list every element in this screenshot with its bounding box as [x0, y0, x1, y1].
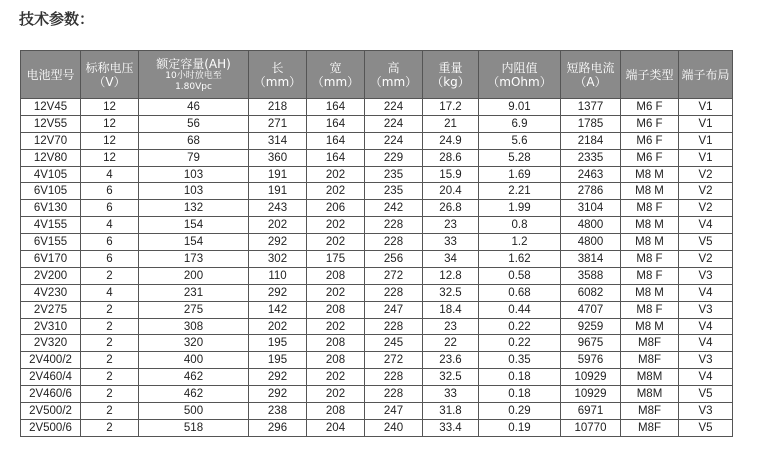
table-cell: 4800 [561, 217, 621, 234]
table-cell: 164 [307, 115, 365, 132]
table-cell: 6V105 [21, 183, 81, 200]
table-body [21, 99, 733, 437]
table-cell: 204 [307, 419, 365, 436]
table-cell: 231 [139, 284, 249, 301]
table-cell: 202 [307, 234, 365, 251]
table-cell: 202 [307, 183, 365, 200]
table-cell: 0.22 [479, 335, 561, 352]
table-cell: 202 [307, 217, 365, 234]
table-cell: 0.19 [479, 419, 561, 436]
table-cell: 3588 [561, 267, 621, 284]
table-row [21, 200, 733, 217]
table-cell: 208 [307, 267, 365, 284]
table-cell: M8 M [621, 284, 679, 301]
column-header-title: 高 [387, 60, 400, 75]
table-cell: 308 [139, 318, 249, 335]
table-cell: 245 [365, 335, 423, 352]
table-cell: 18.4 [423, 301, 479, 318]
table-cell: 0.8 [479, 217, 561, 234]
table-cell: 206 [307, 200, 365, 217]
table-row [21, 183, 733, 200]
table-cell: V4 [679, 284, 733, 301]
table-cell: 208 [307, 403, 365, 420]
table-cell: 24.9 [423, 132, 479, 149]
table-row [21, 335, 733, 352]
table-cell: 272 [365, 352, 423, 369]
table-row [21, 132, 733, 149]
table-row [21, 419, 733, 436]
table-cell: 2 [81, 318, 139, 335]
table-cell: 12V80 [21, 149, 81, 166]
table-cell: 2184 [561, 132, 621, 149]
table-row [21, 115, 733, 132]
table-cell: V2 [679, 200, 733, 217]
table-row [21, 352, 733, 369]
table-cell: 26.8 [423, 200, 479, 217]
column-header-note: 1.80Vpc [175, 81, 212, 92]
table-cell: 32.5 [423, 284, 479, 301]
table-cell: 202 [307, 318, 365, 335]
table-cell: M8 M [621, 183, 679, 200]
table-cell: M8 M [621, 217, 679, 234]
column-header-title: 宽 [329, 60, 342, 75]
column-header-unit: （mm） [311, 74, 360, 89]
table-cell: V4 [679, 318, 733, 335]
table-cell: 6 [81, 251, 139, 268]
table-cell: 103 [139, 183, 249, 200]
table-cell: 2 [81, 301, 139, 318]
table-cell: 6.9 [479, 115, 561, 132]
table-cell: 23.6 [423, 352, 479, 369]
table-cell: 4V105 [21, 166, 81, 183]
table-cell: 5.6 [479, 132, 561, 149]
table-row [21, 284, 733, 301]
table-cell: 0.58 [479, 267, 561, 284]
table-cell: 110 [249, 267, 307, 284]
table-cell: 2V400/2 [21, 352, 81, 369]
table-cell: 229 [365, 149, 423, 166]
table-cell: M6 F [621, 132, 679, 149]
table-cell: 6 [81, 200, 139, 217]
column-header [81, 51, 139, 99]
table-cell: M8 M [621, 234, 679, 251]
table-row [21, 234, 733, 251]
column-header-title: 重量 [438, 60, 463, 75]
table-cell: 164 [307, 99, 365, 116]
table-cell: 12 [81, 115, 139, 132]
table-cell: M8F [621, 335, 679, 352]
column-header-title: 标称电压 [85, 60, 134, 75]
table-cell: 228 [365, 318, 423, 335]
table-cell: 2 [81, 419, 139, 436]
table-cell: 132 [139, 200, 249, 217]
column-header [21, 51, 81, 99]
table-cell: 79 [139, 149, 249, 166]
table-cell: V4 [679, 217, 733, 234]
table-cell: 202 [307, 386, 365, 403]
table-cell: 271 [249, 115, 307, 132]
table-cell: 175 [307, 251, 365, 268]
table-cell: V5 [679, 234, 733, 251]
table-cell: 228 [365, 369, 423, 386]
table-cell: 195 [249, 352, 307, 369]
table-cell: 2V500/2 [21, 403, 81, 420]
table-cell: 292 [249, 284, 307, 301]
table-cell: 235 [365, 183, 423, 200]
table-cell: 22 [423, 335, 479, 352]
table-cell: 3814 [561, 251, 621, 268]
table-cell: 6V155 [21, 234, 81, 251]
table-cell: 275 [139, 301, 249, 318]
table-cell: 0.35 [479, 352, 561, 369]
table-row [21, 267, 733, 284]
table-cell: 243 [249, 200, 307, 217]
column-header-unit: （mm） [369, 74, 418, 89]
table-cell: 202 [307, 166, 365, 183]
table-cell: 12V70 [21, 132, 81, 149]
table-cell: M6 F [621, 115, 679, 132]
table-cell: M8 F [621, 200, 679, 217]
column-header-title: 短路电流 [566, 60, 615, 75]
table-cell: 33 [423, 386, 479, 403]
table-cell: V3 [679, 352, 733, 369]
table-cell: 164 [307, 149, 365, 166]
table-cell: 31.8 [423, 403, 479, 420]
table-cell: 15.9 [423, 166, 479, 183]
table-header [21, 51, 733, 99]
table-cell: 9.01 [479, 99, 561, 116]
table-cell: 2V275 [21, 301, 81, 318]
table-cell: 2V200 [21, 267, 81, 284]
table-cell: 202 [307, 369, 365, 386]
table-cell: 6 [81, 234, 139, 251]
table-cell: V2 [679, 183, 733, 200]
table-cell: V1 [679, 115, 733, 132]
column-header [249, 51, 307, 99]
table-cell: 173 [139, 251, 249, 268]
table-cell: 6 [81, 183, 139, 200]
table-row [21, 386, 733, 403]
table-cell: 10770 [561, 419, 621, 436]
table-cell: V2 [679, 251, 733, 268]
table-cell: 500 [139, 403, 249, 420]
table-cell: M8M [621, 369, 679, 386]
table-cell: 34 [423, 251, 479, 268]
table-cell: 1.69 [479, 166, 561, 183]
table-cell: 33.4 [423, 419, 479, 436]
table-cell: 2 [81, 335, 139, 352]
table-cell: 224 [365, 132, 423, 149]
table-cell: 2 [81, 403, 139, 420]
column-header-title: 长 [271, 60, 284, 75]
table-row [21, 403, 733, 420]
table-cell: 2335 [561, 149, 621, 166]
table-cell: 21 [423, 115, 479, 132]
column-header-title: 端子布局 [681, 67, 730, 82]
table-cell: 0.22 [479, 318, 561, 335]
column-header-note: 10小时放电至 [165, 70, 222, 81]
table-cell: V1 [679, 149, 733, 166]
table-cell: 400 [139, 352, 249, 369]
table-row [21, 99, 733, 116]
table-cell: M8 F [621, 267, 679, 284]
column-header-unit: （V） [93, 74, 126, 89]
column-header-unit: （mOhm） [487, 74, 552, 89]
table-cell: 228 [365, 284, 423, 301]
table-cell: 56 [139, 115, 249, 132]
table-cell: 2 [81, 267, 139, 284]
table-cell: 10929 [561, 369, 621, 386]
column-header [139, 51, 249, 99]
column-header [423, 51, 479, 99]
table-cell: 242 [365, 200, 423, 217]
table-cell: 1.2 [479, 234, 561, 251]
table-cell: 1.99 [479, 200, 561, 217]
table-cell: 23 [423, 217, 479, 234]
table-cell: 4 [81, 166, 139, 183]
table-cell: 292 [249, 369, 307, 386]
table-cell: 3104 [561, 200, 621, 217]
table-cell: V2 [679, 166, 733, 183]
table-cell: 2 [81, 352, 139, 369]
table-cell: 1.62 [479, 251, 561, 268]
table-cell: 518 [139, 419, 249, 436]
table-cell: 235 [365, 166, 423, 183]
table-cell: V4 [679, 369, 733, 386]
table-cell: 6V170 [21, 251, 81, 268]
table-cell: 2V320 [21, 335, 81, 352]
table-cell: 272 [365, 267, 423, 284]
table-cell: 68 [139, 132, 249, 149]
table-cell: 292 [249, 234, 307, 251]
table-cell: 4707 [561, 301, 621, 318]
table-cell: 202 [249, 217, 307, 234]
table-cell: V3 [679, 301, 733, 318]
table-cell: V4 [679, 335, 733, 352]
table-cell: 142 [249, 301, 307, 318]
table-cell: 296 [249, 419, 307, 436]
table-cell: M6 F [621, 149, 679, 166]
column-header [307, 51, 365, 99]
table-cell: 302 [249, 251, 307, 268]
table-cell: 9259 [561, 318, 621, 335]
table-cell: 154 [139, 217, 249, 234]
table-cell: 360 [249, 149, 307, 166]
table-cell: 240 [365, 419, 423, 436]
table-cell: M8M [621, 386, 679, 403]
table-cell: 1785 [561, 115, 621, 132]
table-cell: 292 [249, 386, 307, 403]
table-cell: 1377 [561, 99, 621, 116]
table-cell: 0.29 [479, 403, 561, 420]
table-cell: 12 [81, 132, 139, 149]
table-row [21, 318, 733, 335]
table-cell: M8 M [621, 166, 679, 183]
table-cell: 20.4 [423, 183, 479, 200]
table-cell: M6 F [621, 99, 679, 116]
table-cell: 0.18 [479, 369, 561, 386]
table-cell: 12V55 [21, 115, 81, 132]
table-cell: 2.21 [479, 183, 561, 200]
column-header-unit: （kg） [431, 74, 470, 89]
table-cell: 12.8 [423, 267, 479, 284]
table-cell: 12 [81, 99, 139, 116]
table-cell: M8 M [621, 318, 679, 335]
table-cell: V3 [679, 403, 733, 420]
table-cell: 4800 [561, 234, 621, 251]
column-header-title: 端子类型 [625, 67, 674, 82]
table-cell: V1 [679, 99, 733, 116]
table-cell: V3 [679, 267, 733, 284]
table-cell: 0.18 [479, 386, 561, 403]
table-cell: V1 [679, 132, 733, 149]
table-cell: 247 [365, 403, 423, 420]
table-cell: 191 [249, 183, 307, 200]
spec-table [20, 50, 733, 437]
table-cell: 208 [307, 335, 365, 352]
table-cell: M8 F [621, 251, 679, 268]
table-row [21, 166, 733, 183]
table-cell: V5 [679, 419, 733, 436]
table-cell: 33 [423, 234, 479, 251]
table-cell: 154 [139, 234, 249, 251]
table-cell: 195 [249, 335, 307, 352]
table-cell: 462 [139, 369, 249, 386]
table-cell: 2 [81, 386, 139, 403]
table-row [21, 369, 733, 386]
column-header-unit: （mm） [253, 74, 302, 89]
table-cell: M8F [621, 352, 679, 369]
table-cell: 228 [365, 217, 423, 234]
table-cell: 4V230 [21, 284, 81, 301]
table-cell: 5976 [561, 352, 621, 369]
column-header [479, 51, 561, 99]
table-cell: M8F [621, 403, 679, 420]
table-cell: 4 [81, 217, 139, 234]
table-cell: 2V460/4 [21, 369, 81, 386]
table-cell: V5 [679, 386, 733, 403]
table-cell: 202 [307, 284, 365, 301]
table-cell: 0.68 [479, 284, 561, 301]
table-row [21, 149, 733, 166]
header-row [21, 51, 733, 99]
table-cell: 9675 [561, 335, 621, 352]
column-header-unit: （A） [574, 74, 607, 89]
table-cell: 256 [365, 251, 423, 268]
table-cell: M8 F [621, 301, 679, 318]
table-cell: 12V45 [21, 99, 81, 116]
table-cell: 320 [139, 335, 249, 352]
table-cell: 2463 [561, 166, 621, 183]
table-cell: 23 [423, 318, 479, 335]
table-cell: 2V500/6 [21, 419, 81, 436]
table-cell: 164 [307, 132, 365, 149]
table-cell: 2V460/6 [21, 386, 81, 403]
table-cell: 5.28 [479, 149, 561, 166]
table-cell: 12 [81, 149, 139, 166]
section-heading: 技术参数： [19, 10, 95, 28]
table-cell: 6V130 [21, 200, 81, 217]
column-header [621, 51, 679, 99]
table-cell: 462 [139, 386, 249, 403]
table-cell: 17.2 [423, 99, 479, 116]
table-row [21, 217, 733, 234]
table-cell: 238 [249, 403, 307, 420]
table-cell: 208 [307, 301, 365, 318]
column-header [679, 51, 733, 99]
column-header [365, 51, 423, 99]
column-header-title: 内阻值 [501, 60, 538, 75]
table-cell: 247 [365, 301, 423, 318]
table-cell: 191 [249, 166, 307, 183]
table-row [21, 301, 733, 318]
table-cell: 228 [365, 234, 423, 251]
table-cell: 208 [307, 352, 365, 369]
table-cell: 32.5 [423, 369, 479, 386]
table-row [21, 251, 733, 268]
table-cell: 314 [249, 132, 307, 149]
table-cell: 200 [139, 267, 249, 284]
table-cell: M8F [621, 419, 679, 436]
table-cell: 224 [365, 99, 423, 116]
table-cell: 28.6 [423, 149, 479, 166]
table-cell: 2786 [561, 183, 621, 200]
table-cell: 228 [365, 386, 423, 403]
table-cell: 0.44 [479, 301, 561, 318]
table-cell: 6082 [561, 284, 621, 301]
table-cell: 2 [81, 369, 139, 386]
table-cell: 4 [81, 284, 139, 301]
column-header-title: 额定容量(AH) [156, 56, 231, 71]
table-cell: 6971 [561, 403, 621, 420]
table-cell: 4V155 [21, 217, 81, 234]
table-cell: 202 [249, 318, 307, 335]
table-cell: 224 [365, 115, 423, 132]
table-cell: 2V310 [21, 318, 81, 335]
table-cell: 46 [139, 99, 249, 116]
column-header-title: 电池型号 [26, 67, 75, 82]
table-cell: 218 [249, 99, 307, 116]
table-cell: 10929 [561, 386, 621, 403]
table-cell: 103 [139, 166, 249, 183]
column-header [561, 51, 621, 99]
